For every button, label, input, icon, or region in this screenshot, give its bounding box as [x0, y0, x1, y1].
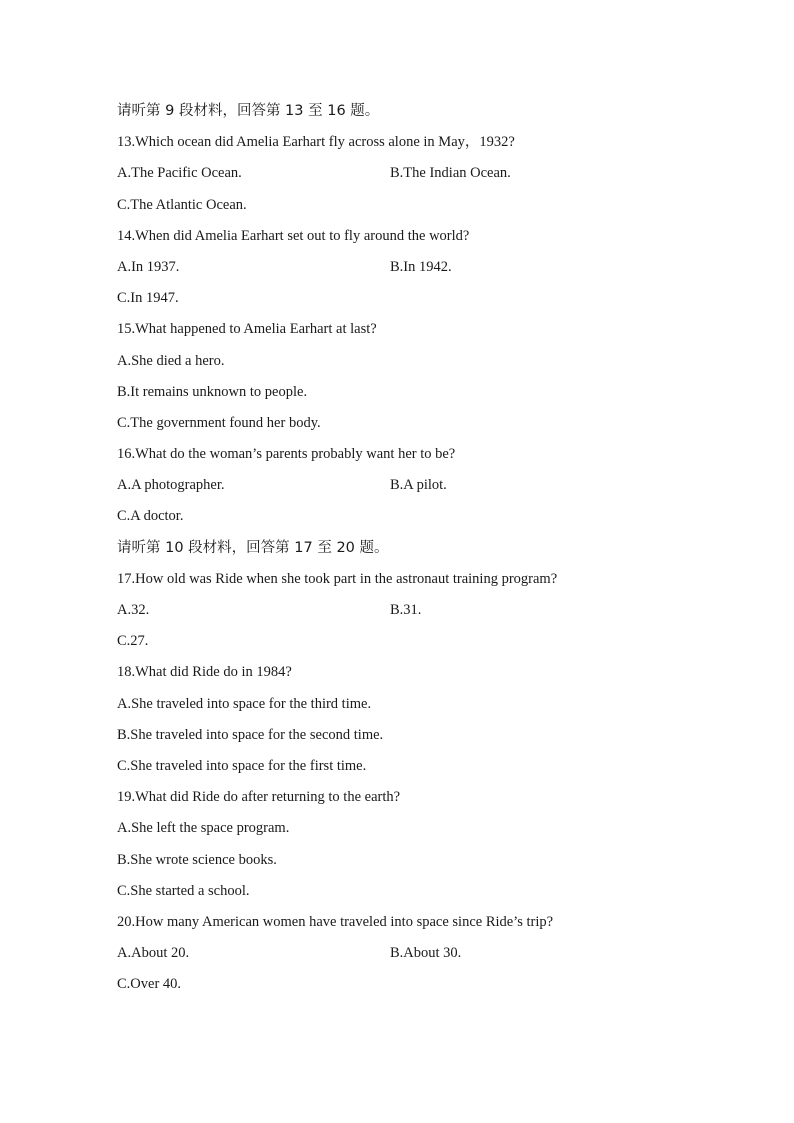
- option-c: C.The Atlantic Ocean.: [117, 196, 247, 213]
- option-b: B.She wrote science books.: [117, 851, 277, 868]
- option-c: C.In 1947.: [117, 290, 179, 307]
- option-c: C.Over 40.: [117, 976, 182, 993]
- option-a: A.She left the space program.: [117, 820, 290, 837]
- option-b: B.A pilot.: [390, 477, 447, 494]
- question-13-options-ab: [117, 161, 717, 192]
- option-b: B.In 1942.: [390, 258, 452, 275]
- option-a: A.She died a hero.: [117, 352, 225, 369]
- section-heading-9: 请听第 9 段材料，回答第 13 至 16 题。: [117, 103, 380, 119]
- option-c: C.A doctor.: [117, 508, 184, 525]
- option-b: B.The Indian Ocean.: [390, 165, 511, 182]
- question-15: 15.What happened to Amelia Earhart at last?: [117, 321, 377, 338]
- question-18: 18.What did Ride do in 1984?: [117, 664, 292, 681]
- question-17: 17.How old was Ride when she took part in the astronaut training program?: [117, 570, 558, 587]
- question-16-options-ab: [117, 473, 717, 504]
- question-13: 13.Which ocean did Amelia Earhart fly across alone in May，1932?: [117, 134, 515, 151]
- question-20: 20.How many American women have traveled into space since Ride’s trip?: [117, 913, 554, 930]
- option-a: A.A photographer.: [117, 477, 225, 494]
- option-a: A.32.: [117, 602, 150, 618]
- question-14-options-ab: [117, 255, 717, 286]
- option-c: C.The government found her body.: [117, 414, 321, 431]
- question-19: 19.What did Ride do after returning to the earth?: [117, 789, 401, 806]
- question-14: 14.When did Amelia Earhart set out to fly around the world?: [117, 227, 470, 244]
- option-a: A.The Pacific Ocean.: [117, 165, 242, 182]
- option-c: C.She traveled into space for the first time.: [117, 757, 367, 774]
- option-a: A.She traveled into space for the third time.: [117, 695, 372, 712]
- option-b: B.It remains unknown to people.: [117, 383, 308, 400]
- option-a: A.About 20.: [117, 945, 190, 962]
- section-heading-10: 请听第 10 段材料，回答第 17 至 20 题。: [117, 539, 389, 556]
- option-b: B.31.: [390, 602, 422, 618]
- question-17-options-ab: [117, 598, 717, 629]
- option-a: A.In 1937.: [117, 258, 180, 275]
- option-b: B.About 30.: [390, 945, 462, 962]
- exam-page: [117, 99, 717, 1003]
- option-c: C.27.: [117, 633, 149, 650]
- question-16: 16.What do the woman’s parents probably want her to be?: [117, 446, 456, 463]
- question-20-options-ab: [117, 941, 717, 972]
- option-c: C.She started a school.: [117, 882, 250, 899]
- option-b: B.She traveled into space for the second time.: [117, 726, 384, 743]
